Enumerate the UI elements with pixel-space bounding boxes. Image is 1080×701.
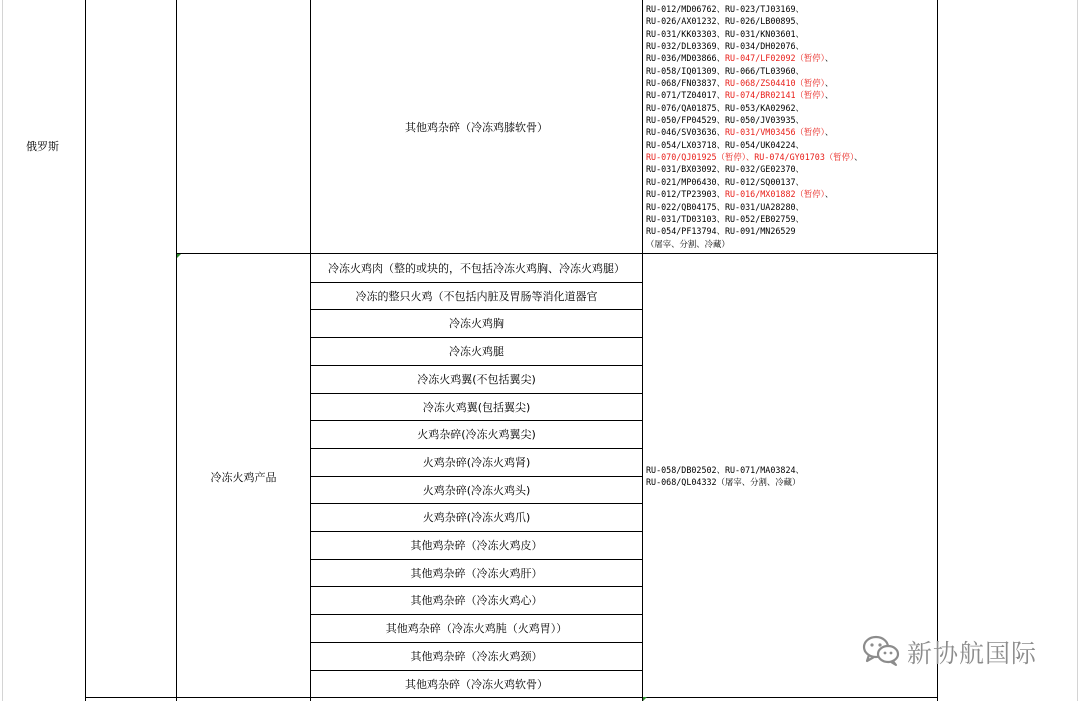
code-line: RU-058/DB02502、RU-071/MA03824、: [646, 465, 804, 475]
code-text: 、: [824, 78, 834, 89]
section-border: [176, 253, 938, 254]
watermark: [861, 634, 1037, 670]
comment-marker: [177, 254, 181, 258]
code-text: RU-022/QB04175、RU-031/UA28280、: [646, 201, 804, 212]
code-line: [646, 151, 936, 163]
column-border: [176, 0, 177, 701]
turkey-product-cell: 冷冻火鸡翼(包括翼尖): [422, 400, 531, 414]
establishment-codes-cell: [646, 3, 936, 250]
column-border: [642, 0, 643, 701]
code-line: [646, 176, 936, 188]
code-text: RU-054/PF13794、RU-091/MN26529: [646, 226, 796, 237]
code-text: 、: [824, 90, 834, 101]
code-line: [646, 213, 936, 225]
code-line: [646, 52, 936, 64]
code-text: RU-012/MD06762、RU-023/TJ03169、: [646, 4, 804, 14]
code-text: RU-050/FP04529、RU-050/JV03935、: [646, 115, 804, 126]
code-text: RU-071/TZ04017、: [646, 90, 725, 101]
category-cell-turkey: 冷冻火鸡产品: [210, 471, 277, 484]
code-line: [646, 102, 936, 114]
product-cell-chicken-cartilage: 其他鸡杂碎（冷冻鸡膝软骨）: [405, 121, 548, 134]
code-text: RU-076/QA01875、RU-053/KA02962、: [646, 102, 804, 113]
code-text: RU-012/TP23903、: [646, 189, 725, 200]
code-line: [646, 15, 936, 27]
sheet-gridline: [1077, 0, 1078, 701]
watermark-text: 新协航国际: [907, 639, 1038, 668]
suspended-code: RU-068/ZS04410（暂停）: [724, 78, 825, 89]
code-line: [646, 163, 936, 175]
turkey-product-cell: 其他鸡杂碎（冷冻火鸡肫（火鸡胃））: [385, 622, 568, 636]
code-text: （屠宰、分割、冷藏）: [646, 238, 730, 249]
code-text: RU-031/KK03303、RU-031/KN03601、: [646, 28, 804, 39]
wechat-icon: [861, 634, 901, 670]
code-text: RU-021/MP06430、RU-012/SQ00137、: [646, 176, 804, 187]
turkey-product-cell: 其他鸡杂碎（冷冻火鸡颈）: [410, 649, 543, 663]
code-line: [646, 77, 936, 89]
code-line: [646, 225, 936, 237]
turkey-product-cell: 火鸡杂碎(冷冻火鸡肾): [422, 455, 531, 469]
code-text: RU-036/MD03866、: [646, 53, 725, 64]
code-text: RU-054/LX03718、RU-054/UK04224、: [646, 139, 804, 150]
code-line: [646, 238, 936, 250]
suspended-code: RU-016/MX01882（暂停）: [724, 189, 825, 200]
code-text: RU-058/IQ01309、RU-066/TL03960、: [646, 65, 804, 76]
code-line: [646, 126, 936, 138]
code-line: [646, 3, 936, 15]
suspended-code: RU-031/VM03456（暂停）: [724, 127, 825, 138]
code-text: 、: [854, 152, 863, 163]
code-line: [646, 201, 936, 213]
turkey-product-cell: 火鸡杂碎(冷冻火鸡爪): [422, 511, 531, 525]
turkey-product-cell: 冷冻火鸡翼(不包括翼尖): [417, 372, 536, 386]
suspended-code: RU-074/BR02141（暂停）: [724, 90, 825, 101]
column-border: [937, 0, 938, 701]
code-line: [646, 28, 936, 40]
code-line: [646, 188, 936, 200]
code-text: RU-032/DL03369、RU-034/DH02076、: [646, 41, 804, 52]
turkey-product-cell: 冷冻的整只火鸡（不包括内脏及胃肠等消化道器官: [355, 289, 598, 303]
code-text: RU-031/TD03103、RU-052/EB02759、: [646, 213, 804, 224]
turkey-product-cell: 火鸡杂碎(冷冻火鸡头): [422, 483, 531, 497]
code-line: [646, 89, 936, 101]
code-line: [646, 40, 936, 52]
turkey-product-cell: 其他鸡杂碎（冷冻火鸡软骨）: [405, 677, 548, 691]
code-text: 、: [824, 189, 834, 200]
country-cell: 俄罗斯: [26, 140, 59, 153]
code-line: [646, 65, 936, 77]
turkey-product-cell: 冷冻火鸡胸: [449, 317, 504, 331]
code-text: 、: [824, 53, 834, 64]
turkey-product-cell: 其他鸡杂碎（冷冻火鸡肝）: [410, 566, 543, 580]
turkey-product-cell: 冷冻火鸡腿: [449, 345, 504, 359]
code-text: 、: [824, 127, 834, 138]
code-text: RU-046/SV03636、: [646, 127, 725, 138]
turkey-product-cell: 其他鸡杂碎（冷冻火鸡心）: [410, 594, 543, 608]
suspended-code: RU-047/LF02092（暂停）: [724, 53, 825, 64]
code-line: RU-068/QL04332（屠宰、分割、冷藏）: [646, 477, 801, 488]
suspended-code: RU-070/QJ01925（暂停）、RU-074/GY01703（暂停）: [646, 152, 855, 163]
code-text: RU-031/BX03092、RU-032/GE02370、: [646, 164, 804, 175]
code-line: [646, 139, 936, 151]
column-border: [85, 0, 86, 701]
code-text: RU-068/FN03837、: [646, 78, 725, 89]
sheet-gridline: [2, 0, 3, 701]
code-line: [646, 114, 936, 126]
turkey-product-cell: 火鸡杂碎(冷冻火鸡翼尖): [417, 428, 536, 442]
turkey-establishment-codes-cell: [646, 464, 936, 489]
turkey-product-cell: 冷冻火鸡肉（整的或块的，不包括冷冻火鸡胸、冷冻火鸡腿）: [328, 262, 625, 275]
code-text: RU-026/AX01232、RU-026/LB00895、: [646, 16, 804, 27]
comment-marker: [643, 697, 647, 701]
turkey-product-cell: 其他鸡杂碎（冷冻火鸡皮）: [410, 539, 543, 552]
